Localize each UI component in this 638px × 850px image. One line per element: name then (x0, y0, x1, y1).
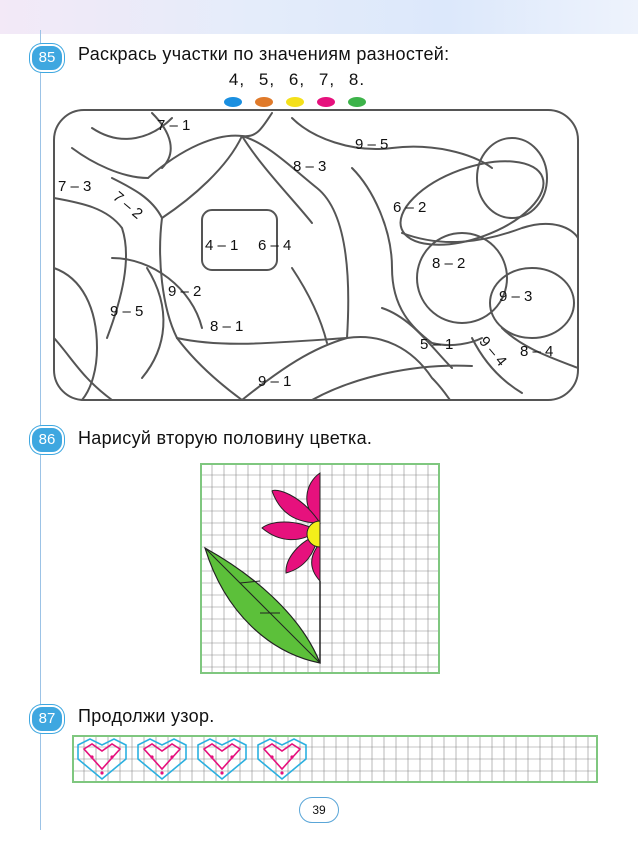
region-label: 9 – 3 (499, 288, 533, 305)
color-dot-orange (255, 97, 273, 107)
pattern-dot (100, 771, 103, 774)
value-5: 5, (258, 70, 276, 89)
top-decoration-band (0, 0, 638, 34)
value-7: 7, (318, 70, 336, 89)
region-label: 7 – 1 (157, 117, 191, 134)
pattern-dot (170, 755, 173, 758)
pattern-dot (110, 755, 113, 758)
page-number: 39 (299, 797, 339, 823)
pattern-dot (280, 771, 283, 774)
grid-lines (72, 735, 598, 783)
task-85-text: Раскрась участки по значениям разностей: (78, 44, 450, 64)
task-87-text: Продолжи узор. (78, 706, 215, 726)
color-dot-yellow (286, 97, 304, 107)
region-label: 6 – 4 (258, 237, 292, 254)
task-86-number: 86 (30, 426, 64, 454)
task-86-text: Нарисуй вторую половину цветка. (78, 428, 373, 448)
color-dot-blue (224, 97, 242, 107)
pattern-dot (210, 755, 213, 758)
leaf-vein (205, 548, 320, 663)
pattern-dot (270, 755, 273, 758)
color-dot-pink (317, 97, 335, 107)
region-label: 9 – 5 (355, 136, 389, 153)
region-label: 4 – 1 (205, 237, 239, 254)
pattern-inner (84, 744, 120, 769)
flower-grid (200, 463, 440, 674)
pattern-inner (144, 744, 180, 769)
region-label: 8 – 1 (210, 318, 244, 335)
region-label: 9 – 1 (258, 373, 292, 390)
flower-half (205, 473, 320, 663)
difference-values (222, 70, 372, 90)
region-label: 8 – 4 (520, 343, 554, 360)
region-label: 8 – 3 (293, 158, 327, 175)
region-label: 7 – 3 (58, 178, 92, 195)
task-85-number: 85 (30, 44, 64, 72)
region-label: 8 – 2 (432, 255, 466, 272)
region-label: 9 – 5 (110, 303, 144, 320)
pattern-dot (160, 771, 163, 774)
color-dot-green (348, 97, 366, 107)
value-6: 6, (288, 70, 306, 89)
pattern-dot (230, 755, 233, 758)
region-label: 7 – 2 (109, 188, 146, 223)
pattern-dot (220, 771, 223, 774)
pattern-dot (290, 755, 293, 758)
pattern-dot (90, 755, 93, 758)
pattern-inner (264, 744, 300, 769)
region-label: 9 – 4 (475, 333, 510, 370)
region-label: 9 – 2 (168, 283, 202, 300)
value-4: 4, (228, 70, 246, 89)
pattern-dot (150, 755, 153, 758)
pattern-grid (72, 735, 598, 783)
region-label: 6 – 2 (393, 199, 427, 216)
pattern-inner (204, 744, 240, 769)
region-label: 5 – 1 (420, 336, 454, 353)
value-8: 8. (348, 70, 366, 89)
task-87-number: 87 (30, 705, 64, 733)
